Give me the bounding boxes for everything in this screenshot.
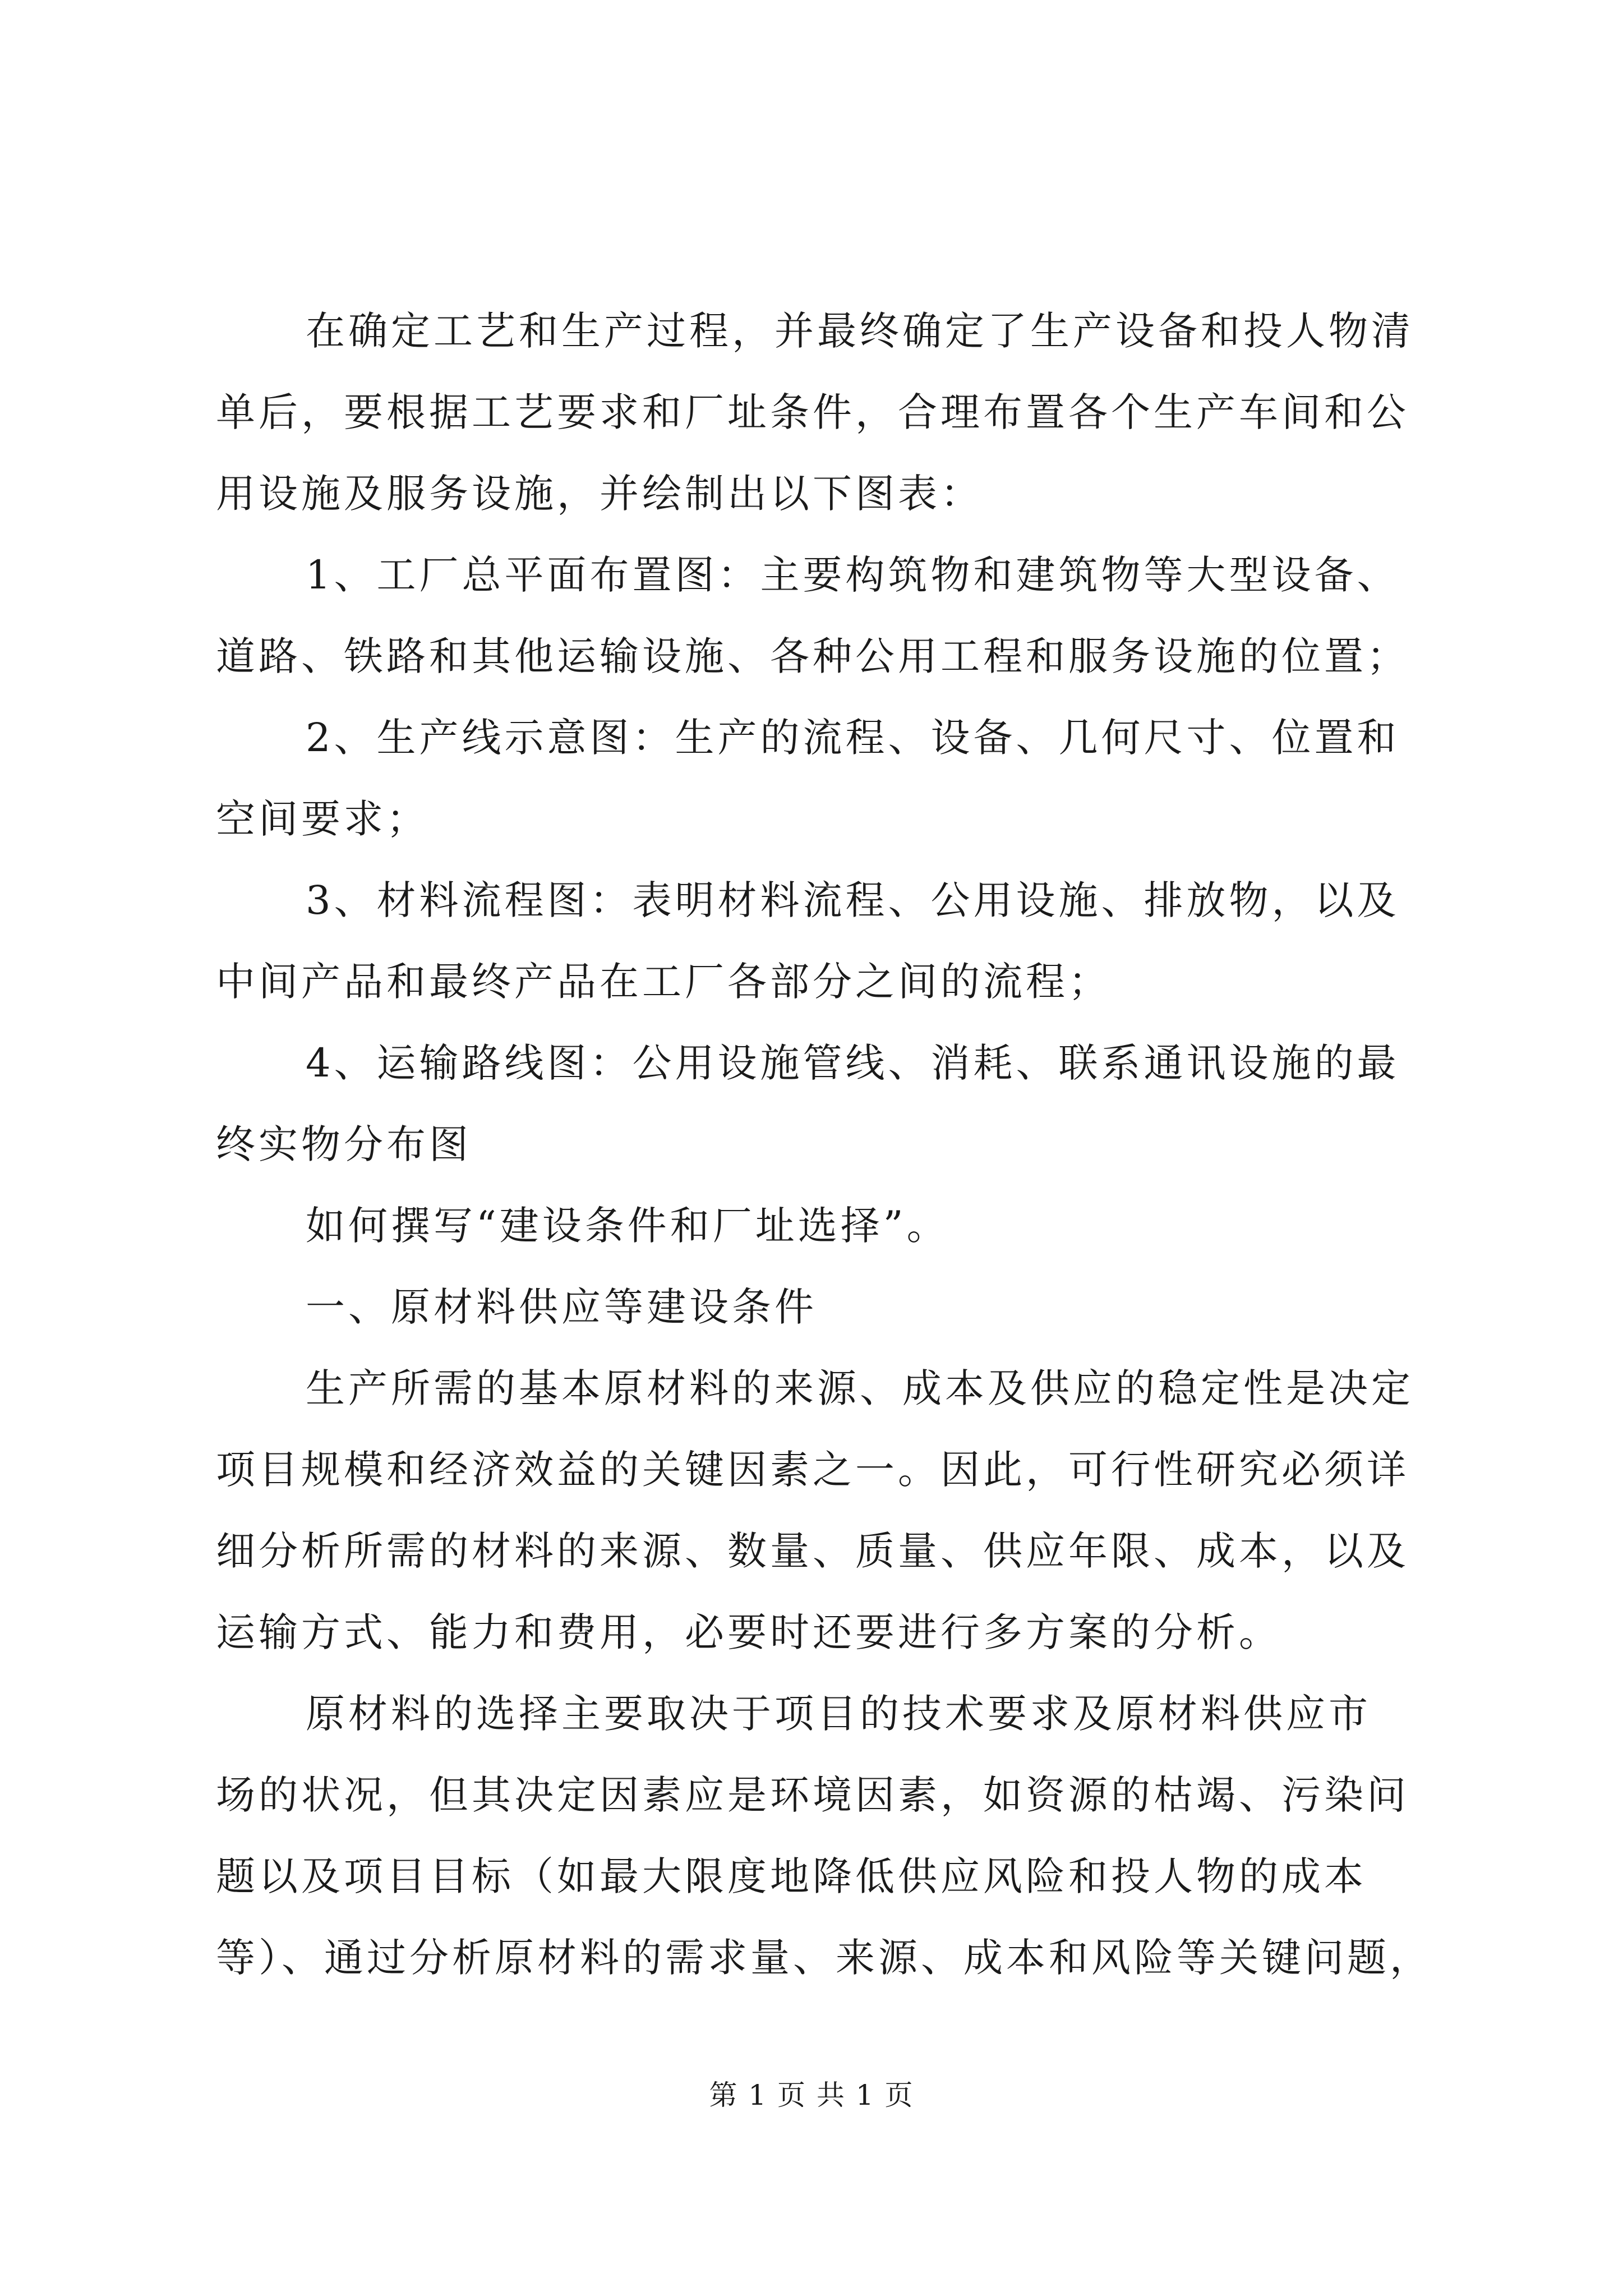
text-line: 原材料的选择主要取决于项目的技术要求及原材料供应市 bbox=[306, 1691, 1371, 1737]
list-item: 3、材料流程图：表明材料流程、公用设施、排放物，以及 bbox=[306, 877, 1400, 923]
text-line: 细分析所需的材料的来源、数量、质量、供应年限、成本，以及 bbox=[216, 1528, 1409, 1574]
text-line: 运输方式、能力和费用，必要时还要进行多方案的分析。 bbox=[216, 1609, 1281, 1655]
text-line: 生产所需的基本原材料的来源、成本及供应的稳定性是决定 bbox=[306, 1365, 1414, 1411]
text-line: 题以及项目目标（如最大限度地降低供应风险和投人物的成本 bbox=[216, 1853, 1367, 1899]
text-line: 场的状况，但其决定因素应是环境因素，如资源的枯竭、污染问 bbox=[216, 1772, 1409, 1818]
text-line: 终实物分布图 bbox=[216, 1121, 472, 1167]
text-line: 单后，要根据工艺要求和厂址条件，合理布置各个生产车间和公 bbox=[216, 389, 1409, 435]
text-line: 在确定工艺和生产过程，并最终确定了生产设备和投人物清 bbox=[306, 308, 1414, 354]
section-heading: 一、原材料供应等建设条件 bbox=[306, 1284, 817, 1330]
page-footer: 第 1 页 共 1 页 bbox=[709, 2079, 914, 2111]
list-item: 1、工厂总平面布置图：主要构筑物和建筑物等大型设备、 bbox=[306, 552, 1400, 598]
section-intro: 如何撰写“建设条件和厂址选择”。 bbox=[306, 1203, 949, 1249]
text-line: 道路、铁路和其他运输设施、各种公用工程和服务设施的位置； bbox=[216, 633, 1409, 679]
list-item: 4、运输路线图：公用设施管线、消耗、联系通讯设施的最 bbox=[306, 1040, 1400, 1086]
text-line: 中间产品和最终产品在工厂各部分之间的流程； bbox=[216, 959, 1111, 1005]
text-line: 项目规模和经济效益的关键因素之一。因此，可行性研究必须详 bbox=[216, 1447, 1409, 1493]
text-line: 等）、通过分析原材料的需求量、来源、成本和风险等关键问题， bbox=[216, 1935, 1432, 1981]
text-line: 用设施及服务设施，并绘制出以下图表： bbox=[216, 471, 983, 517]
list-item: 2、生产线示意图：生产的流程、设备、几何尺寸、位置和 bbox=[306, 715, 1400, 761]
text-line: 空间要求； bbox=[216, 796, 429, 842]
